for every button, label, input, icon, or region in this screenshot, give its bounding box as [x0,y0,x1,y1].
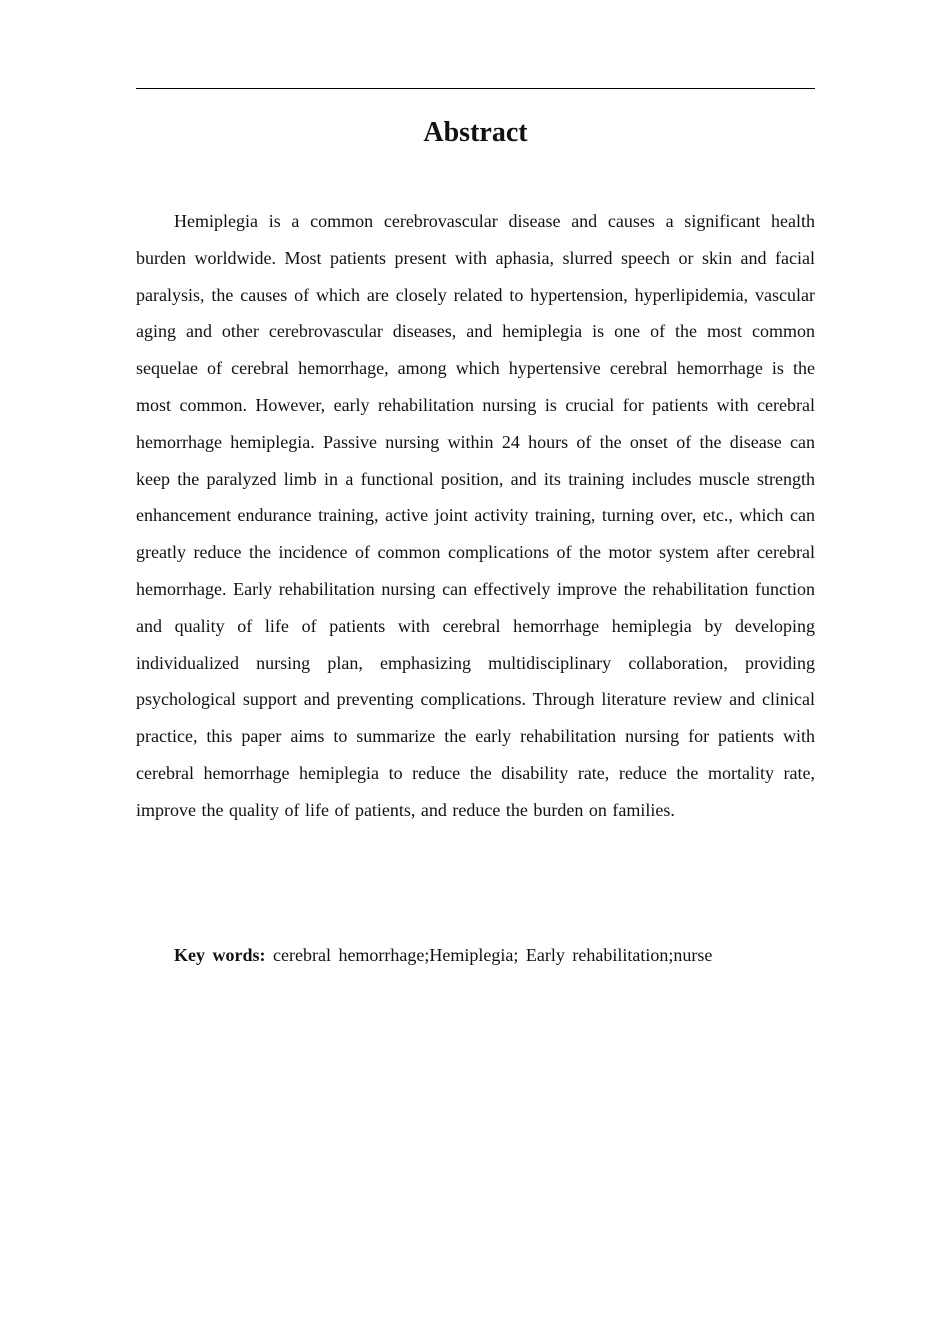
abstract-body: Hemiplegia is a common cerebrovascular disease and causes a significant health burden worldwide. Most patients present with aphasia, slurred speech or skin and facial paralysis, the causes of which are closely related to hypertension, hyperlipidemia, vascular aging and other cerebrovascular diseases, and hemiplegia is one of the most common sequelae of cerebral hemorrhage, among which hypertensive cerebral hemorrhage is the most common. However, early rehabilitation nursing is crucial for patients with cerebral hemorrhage hemiplegia. Passive nursing within 24 hours of the onset of the disease can keep the paralyzed limb in a functional position, and its training includes muscle strength enhancement endurance training, active joint activity training, turning over, etc., which can greatly reduce the incidence of common complications of the motor system after cerebral hemorrhage. Early rehabilitation nursing can effectively improve the rehabilitation function and quality of life of patients with cerebral hemorrhage hemiplegia by developing individualized nursing plan, emphasizing multidisciplinary collaboration, providing psychological support and preventing complications. Through literature review and clinical practice, this paper aims to summarize the early rehabilitation nursing for patients with cerebral hemorrhage hemiplegia to reduce the disability rate, reduce the mortality rate, improve the quality of life of patients, and reduce the burden on families. [136,211,815,820]
header-rule [136,88,815,89]
keywords-label: Key words: [174,945,266,965]
keywords-line [174,937,815,974]
page-title: Abstract [423,117,528,148]
keywords-text: cerebral hemorrhage;Hemiplegia; Early rehabilitation;nurse [273,945,713,965]
